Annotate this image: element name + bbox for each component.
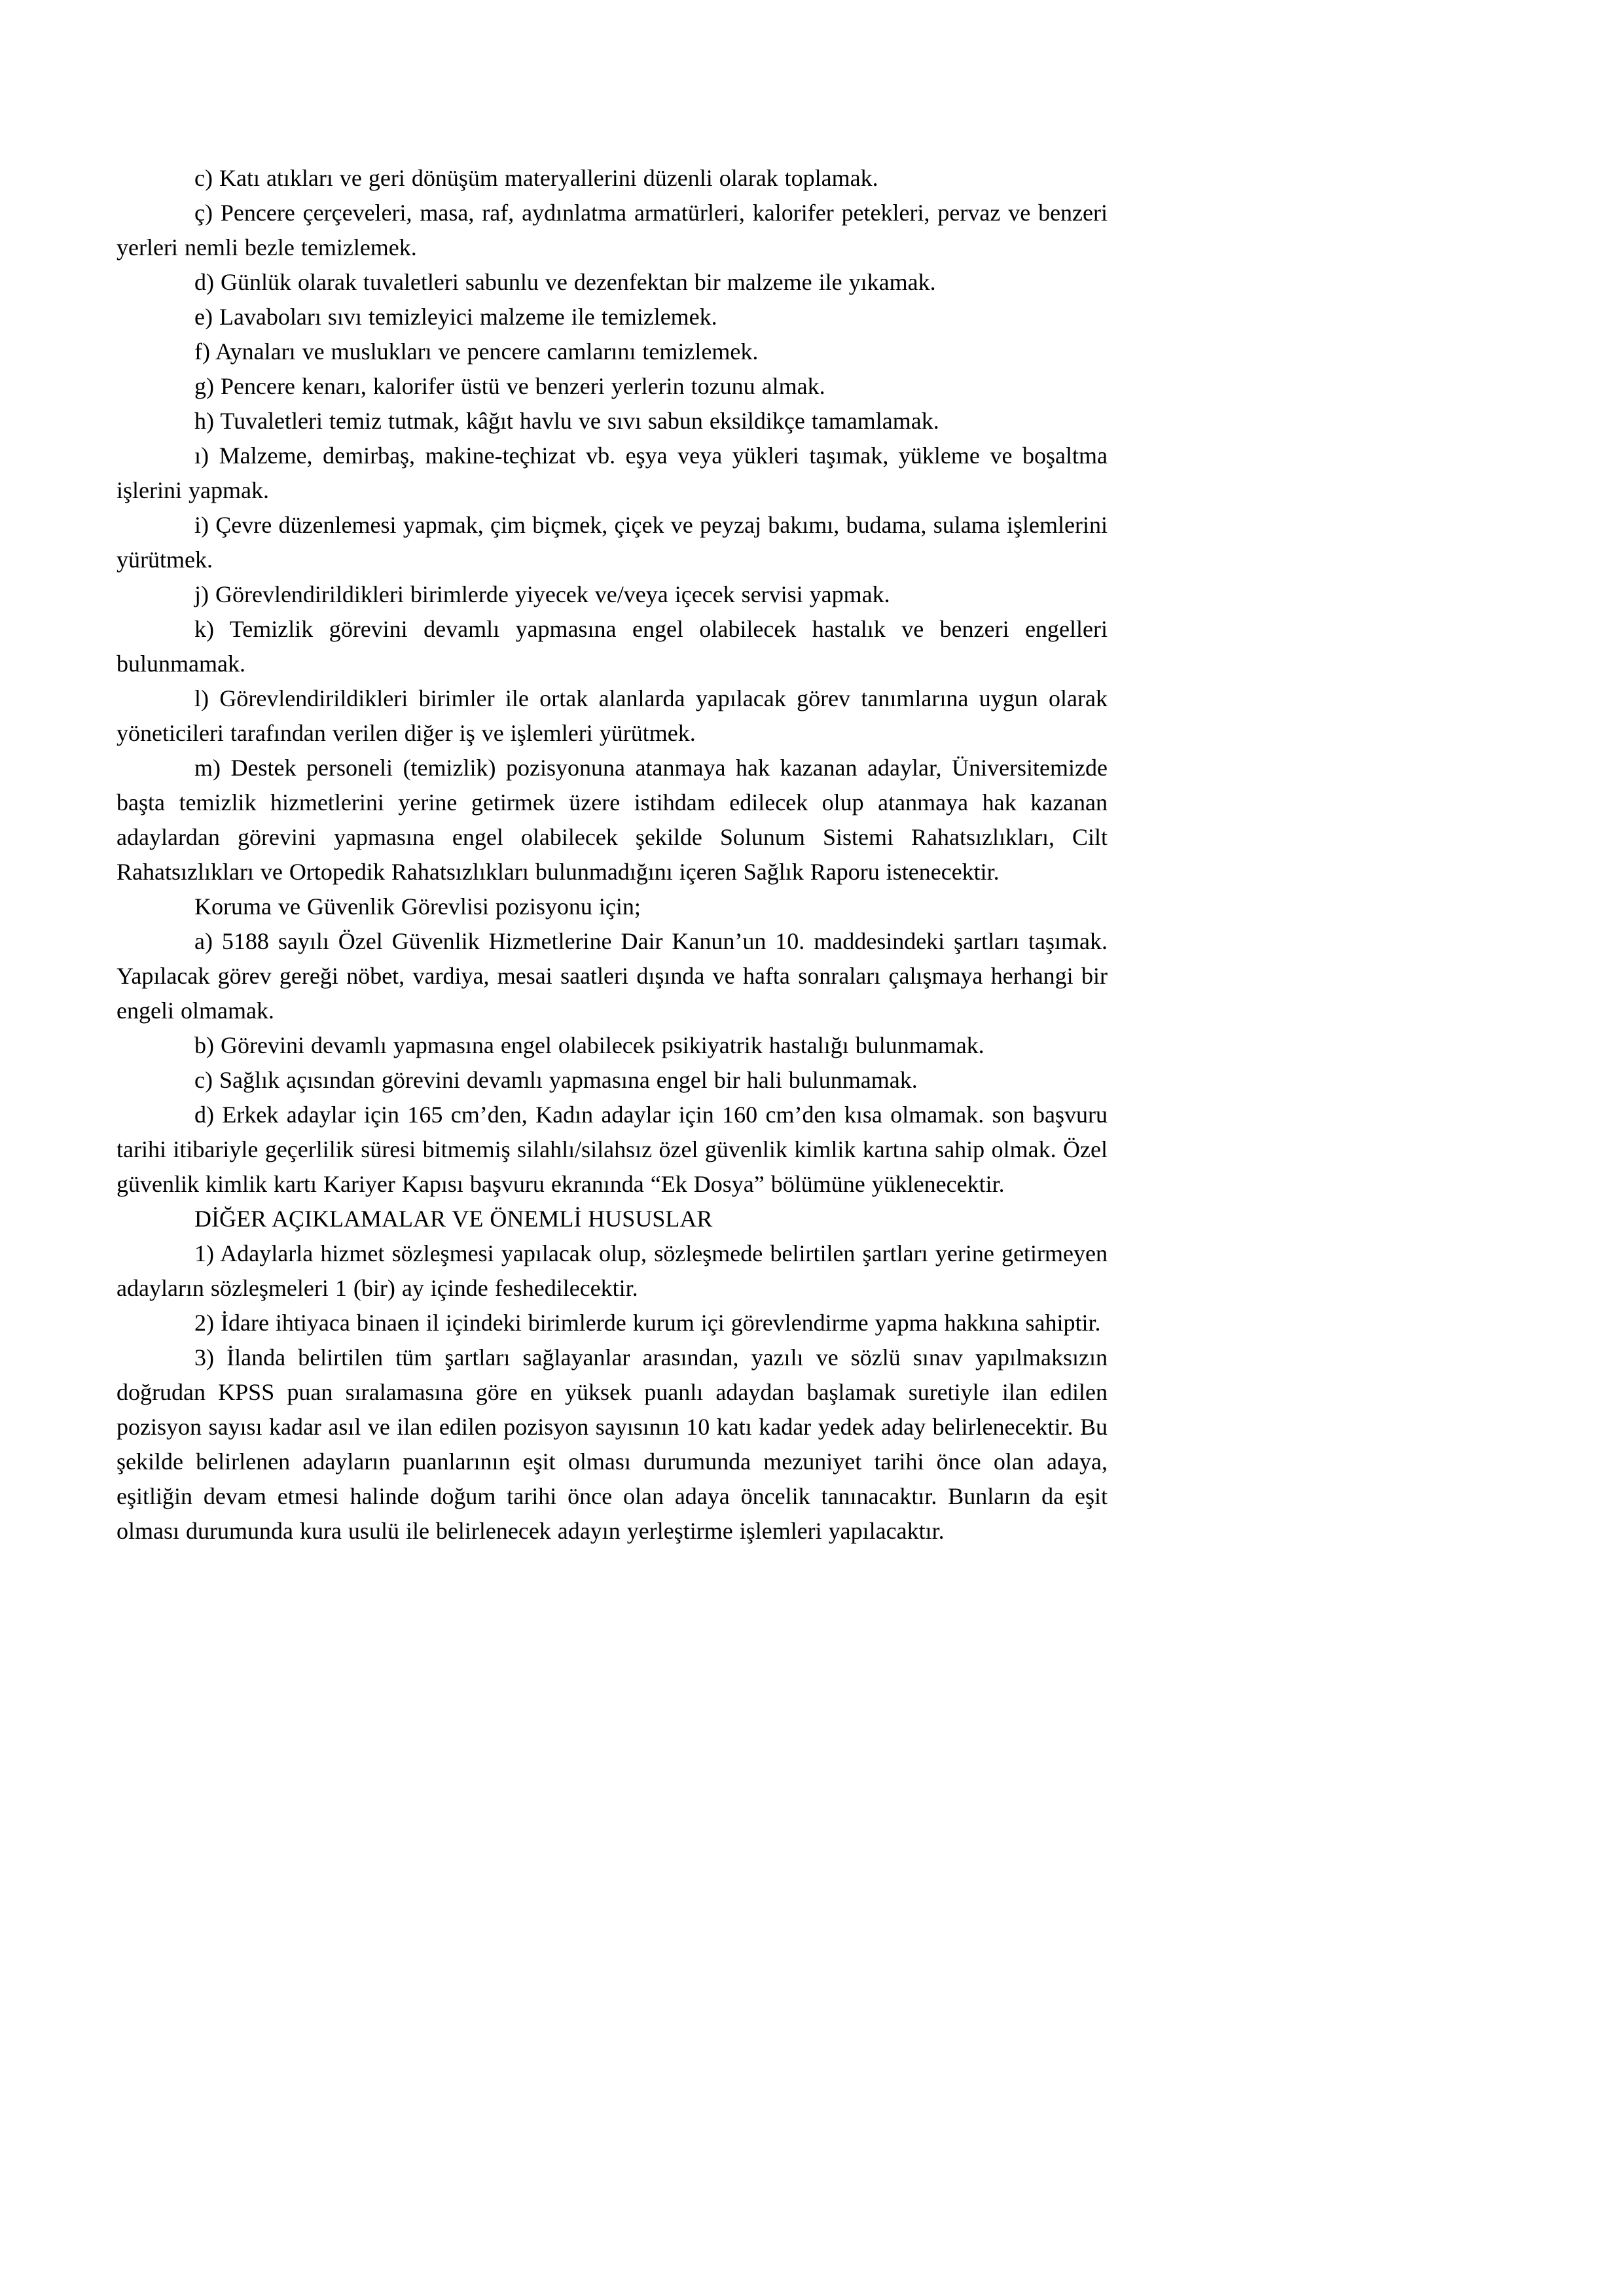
paragraph: b) Görevini devamlı yapmasına engel olabilecek psikiyatrik hastalığı bulunmamak. (194, 1032, 984, 1058)
paragraph: ı) Malzeme, demirbaş, makine-teçhizat vb. eşya veya yükleri taşımak, yükleme ve boşaltma işlerini yapmak. (117, 442, 1108, 503)
paragraph: c) Sağlık açısından görevini devamlı yapmasına engel bir hali bulunmamak. (194, 1067, 918, 1093)
section-heading: DİĞER AÇIKLAMALAR VE ÖNEMLİ HUSUSLAR (194, 1206, 713, 1232)
document-text-block (117, 161, 1108, 1549)
paragraph: f) Aynaları ve muslukları ve pencere camlarını temizlemek. (194, 338, 759, 365)
paragraph: Koruma ve Güvenlik Görevlisi pozisyonu için; (194, 893, 641, 920)
paragraph: j) Görevlendirildikleri birimlerde yiyecek ve/veya içecek servisi yapmak. (194, 581, 890, 607)
paragraph: i) Çevre düzenlemesi yapmak, çim biçmek, çiçek ve peyzaj bakımı, budama, sulama işlemlerini yürütmek. (117, 512, 1108, 573)
paragraph: 2) İdare ihtiyaca binaen il içindeki birimlerde kurum içi görevlendirme yapma hakkına sahiptir. (194, 1310, 1101, 1336)
paragraph: a) 5188 sayılı Özel Güvenlik Hizmetlerine Dair Kanun’un 10. maddesindeki şartları taşımak. Yapılacak görev gereği nöbet, vardiya, mesai saatleri dışında ve hafta sonraları çalışmaya herhangi bir engeli olmamak. (117, 928, 1108, 1024)
paragraph: h) Tuvaletleri temiz tutmak, kâğıt havlu ve sıvı sabun eksildikçe tamamlamak. (194, 408, 939, 434)
paragraph: m) Destek personeli (temizlik) pozisyonuna atanmaya hak kazanan adaylar, Üniversitemizde başta temizlik hizmetlerini yerine getirmek üzere istihdam edilecek olup atanmaya hak kazanan adaylardan görevini yapmasına engel olabilecek şekilde Solunum Sistemi Rahatsızlıkları, Cilt Rahatsızlıkları ve Ortopedik Rahatsızlıkları bulunmadığını içeren Sağlık Raporu istenecektir. (117, 755, 1108, 885)
paragraph: d) Günlük olarak tuvaletleri sabunlu ve dezenfektan bir malzeme ile yıkamak. (194, 269, 936, 295)
paragraph: e) Lavaboları sıvı temizleyici malzeme ile temizlemek. (194, 304, 717, 330)
paragraph: l) Görevlendirildikleri birimler ile ortak alanlarda yapılacak görev tanımlarına uygun olarak yöneticileri tarafından verilen diğer iş ve işlemleri yürütmek. (117, 685, 1108, 746)
paragraph: 1) Adaylarla hizmet sözleşmesi yapılacak olup, sözleşmede belirtilen şartları yerine getirmeyen adayların sözleşmeleri 1 (bir) ay içinde feshedilecektir. (117, 1240, 1108, 1301)
paragraph: g) Pencere kenarı, kalorifer üstü ve benzeri yerlerin tozunu almak. (194, 373, 825, 399)
paragraph: k) Temizlik görevini devamlı yapmasına engel olabilecek hastalık ve benzeri engelleri bulunmamak. (117, 616, 1108, 677)
paragraph: d) Erkek adaylar için 165 cm’den, Kadın adaylar için 160 cm’den kısa olmamak. son başvuru tarihi itibariyle geçerlilik süresi bitmemiş silahlı/silahsız özel güvenlik kimlik kartına sahip olmak. Özel güvenlik kimlik kartı Kariyer Kapısı başvuru ekranında “Ek Dosya” bölümüne yüklenecektir. (117, 1102, 1108, 1197)
paragraph: c) Katı atıkları ve geri dönüşüm materyallerini düzenli olarak toplamak. (194, 165, 878, 191)
paragraph: ç) Pencere çerçeveleri, masa, raf, aydınlatma armatürleri, kalorifer petekleri, pervaz ve benzeri yerleri nemli bezle temizlemek. (117, 200, 1108, 260)
paragraph: 3) İlanda belirtilen tüm şartları sağlayanlar arasından, yazılı ve sözlü sınav yapılmaksızın doğrudan KPSS puan sıralamasına göre en yüksek puanlı adaydan başlamak suretiyle ilan edilen pozisyon sayısı kadar asıl ve ilan edilen pozisyon sayısının 10 katı kadar yedek aday belirlenecektir. Bu şekilde belirlenen adayların puanlarının eşit olması durumunda mezuniyet tarihi önce olan adaya, eşitliğin devam etmesi halinde doğum tarihi önce olan adaya öncelik tanınacaktır. Bunların da eşit olması durumunda kura usulü ile belirlenecek adayın yerleştirme işlemleri yapılacaktır. (117, 1344, 1108, 1544)
